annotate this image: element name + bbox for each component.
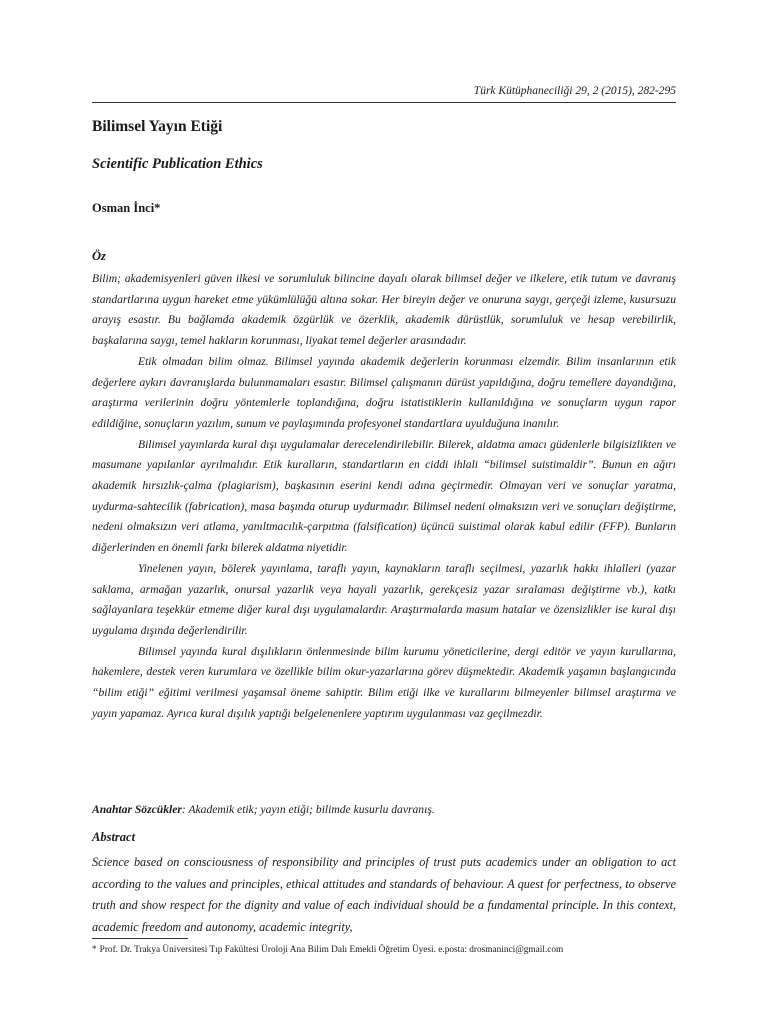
footnote-text: Prof. Dr. Trakya Üniversitesi Tıp Fakültesi Üroloji Ana Bilim Dalı Emekli Öğretim Üyesi. e.posta: drosmaninci@gmail.com <box>99 945 564 955</box>
abstract-heading: Abstract <box>92 830 136 844</box>
oz-paragraph: Bilimsel yayınlarda kural dışı uygulamalar derecelendirilebilir. Bilerek, aldatma amacı güdenlerle bilgisizlikten ve masumane yapılanlar ayrılmalıdır. Etik kuralların, standartların en ciddi ihlali “bilimsel suistimaldir”. Bunun en ağırı akademik hırsızlık-çalma (plagiarism), başkasının eserini kendi adına geçirmedir. Olmayan veri ve sonuçlar yaratma, uydurma-sahtecilik (fabrication), masa başında oturup uydurmadır. Bilimsel nedeni olmaksızın veri ve sonuçları değiştirme, nedeni olmaksızın veri atlama, yanıltmacılık-çarpıtma (falsification) üçüncü suistimal olarak kabul edilir (FFP). Bunların diğerlerinden en önemli farkı bilerek aldatma niyetidir. <box>92 437 676 555</box>
abstract-body <box>92 852 676 938</box>
running-head: Türk Kütüphaneciliği 29, 2 (2015), 282-295 <box>473 85 676 97</box>
oz-paragraph: Etik olmadan bilim olmaz. Bilimsel yayında akademik değerlerin korunması elzemdir. Bilim insanlarının etik değerlere aykırı davranışlarda bulunmamaları esastır. Bilimsel çalışmanın dürüst yapıldığına, doğru temellere dayandığına, araştırma verilerinin doğru yöntemlerle toplandığına, doğru istatistiklerin kullanıldığına ve sonuçların uygun rapor edildiğine, sonuçların yazılım, sunum ve paylaşımında profesyonel standartlara uyulduğuna inanılır. <box>92 354 676 430</box>
header-rule <box>92 102 676 103</box>
keywords <box>92 800 676 820</box>
keywords-text: : Akademik etik; yayın etiği; bilimde kusurlu davranış. <box>181 803 435 816</box>
keywords-label: Anahtar Sözcükler <box>92 803 182 816</box>
author-name: Osman İnci* <box>92 201 161 215</box>
oz-paragraph: Bilimsel yayında kural dışılıkların önlenmesinde bilim kurumu yöneticilerine, dergi editör ve yayın kurullarına, hakemlere, destek veren kurumlara ve özellikle bilim okur-yazarlarına görev düşmektedir. Akademik yaşamın başlangıcında “bilim etiği” eğitimi verilmesi yaşamsal öneme sahiptir. Bilim etiği ilke ve kurallarını bilmeyenler bilimsel araştırma ve yayın yapamaz. Ayrıca kural dışılık yaptığı belgelenenlere yaptırım uygulanması vaz geçilmezdir. <box>92 644 676 720</box>
oz-paragraph: Bilim; akademisyenleri güven ilkesi ve sorumluluk bilincine dayalı olarak bilimsel değer ve ilkelere, etik tutum ve davranış standartlarına uygun hareket etme yükümlülüğü altına sokar. Her bireyin değer ve onuruna saygı, gerçeği izleme, kusursuzu arayış esastır. Bu bağlamda akademik özgürlük ve özerklik, akademik dürüstlük, sorumluluk ve hesap verebilirlik, başkalarına saygı, temel hakların korunması, liyakat temel değerler arasındadır. <box>92 272 676 348</box>
oz-paragraph: Yinelenen yayın, bölerek yayınlama, taraflı yayın, kaynakların taraflı seçilmesi, yazarlık hakkı ihlalleri (yazar saklama, armağan yazarlık, onursal yazarlık veya hayali yazarlık, gerekçesiz yazar sıralaması değiştirme vb.), katkı sağlayanlara teşekkür etmeme diğer kural dışı uygulamalardır. Araştırmalarda masum hatalar ve özensizlikler ise kural dışı uygulama dışında değerlendirilir. <box>92 561 676 637</box>
footnote <box>92 945 563 955</box>
article-subtitle: Scientific Publication Ethics <box>92 156 263 172</box>
oz-body <box>92 269 676 724</box>
footnote-mark: * <box>92 945 97 955</box>
article-title: Bilimsel Yayın Etiği <box>92 118 223 135</box>
oz-heading: Öz <box>92 249 106 263</box>
footnote-rule <box>92 938 188 939</box>
abstract-paragraph: Science based on consciousness of responsibility and principles of trust puts academics under an obligation to act according to the values and principles, ethical attitudes and standards of behaviour. A quest for perfectness, to observe truth and show respect for the dignity and value of each individual should be a fundamental principle. In this context, academic freedom and autonomy, academic integrity, <box>92 855 676 934</box>
